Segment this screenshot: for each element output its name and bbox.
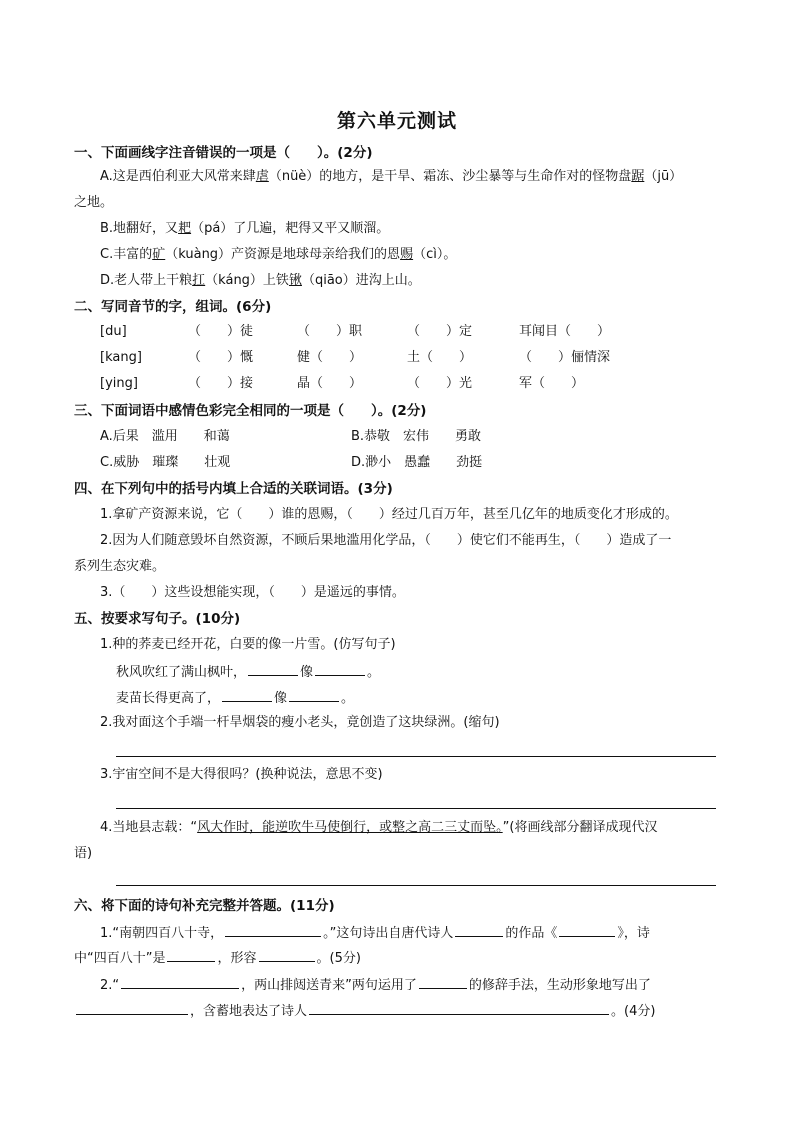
q6-2-text-b: ，两山排闼送青来”两句运用了 <box>241 978 417 993</box>
q2-row3-cell2: 晶（ ） <box>297 376 363 391</box>
q2-row1-cell3: （ ）定 <box>407 324 473 339</box>
q5-1a-end: 。 <box>367 665 381 680</box>
q2-row1-cell4: 耳闻目（ ） <box>519 324 611 339</box>
answer-blank[interactable] <box>76 1001 188 1015</box>
q4-heading: 四、在下列句中的括号内填上合适的关联词语。(3分) <box>74 481 393 497</box>
q3-option-a: A.后果 滥用 和蔼 <box>100 429 230 444</box>
q6-item-1-cont <box>74 948 361 968</box>
answer-line[interactable] <box>116 885 716 886</box>
q1-c-text: C.丰富的 <box>100 247 153 262</box>
q6-2-text-c: 的修辞手法，生动形象地写出了 <box>468 978 651 993</box>
q1-c-text-end: （cì）。 <box>413 247 457 262</box>
q1-a-underlined-2: 踞 <box>631 169 645 184</box>
q3-heading: 三、下面词语中感情色彩完全相同的一项是（ ）。(2分) <box>74 403 427 419</box>
q2-row1-cell1: （ ）徒 <box>188 324 254 339</box>
answer-blank[interactable] <box>225 923 321 937</box>
answer-blank[interactable] <box>559 923 615 937</box>
q1-a-text-end: （jū） <box>644 169 683 184</box>
q5-1b-end: 。 <box>341 691 355 706</box>
q1-c-underlined-2: 赐 <box>400 247 414 262</box>
q1-d-underlined-1: 扛 <box>192 273 206 288</box>
q6-2-text-a: 2.“ <box>100 978 120 993</box>
q6-1-text-a: 1.“南朝四百八十寺， <box>100 926 224 941</box>
answer-blank[interactable] <box>419 975 467 989</box>
answer-blank[interactable] <box>259 948 315 962</box>
q2-row2-cell2: 健（ ） <box>297 350 363 365</box>
q2-heading: 二、写同音节的字，组词。(6分) <box>74 299 272 315</box>
q2-row2-cell3: 土（ ） <box>407 350 473 365</box>
answer-blank[interactable] <box>222 688 272 702</box>
q5-heading: 五、按要求写句子。(10分) <box>74 611 241 627</box>
q1-b-underlined: 耙 <box>178 221 192 236</box>
q4-sentence-3: 3.（ ）这些设想能实现，（ ）是遥远的事情。 <box>100 585 405 600</box>
q1-d-underlined-2: 锹 <box>288 273 302 288</box>
q6-1-text-f: ，形容 <box>217 951 257 966</box>
q1-d-text: D.老人带上干粮 <box>100 273 193 288</box>
q1-d-text-end: （qiāo）进沟上山。 <box>301 273 421 288</box>
q5-4-text: 4.当地县志载：“ <box>100 820 198 835</box>
q2-row3-cell3: （ ）光 <box>407 376 473 391</box>
q5-1a-mid: 像 <box>300 665 314 680</box>
answer-line[interactable] <box>116 808 716 809</box>
q3-option-d: D.渺小 愚蠢 劲挺 <box>351 455 483 470</box>
q2-row3-cell4: 军（ ） <box>519 376 585 391</box>
answer-blank[interactable] <box>289 688 339 702</box>
answer-blank[interactable] <box>248 662 298 676</box>
q6-1-text-e: 中“四百八十”是 <box>74 951 166 966</box>
q2-row1-pinyin: [du] <box>100 324 127 339</box>
q6-2-text-d: ，含蓄地表达了诗人 <box>190 1004 308 1019</box>
q2-row2-cell1: （ ）慨 <box>188 350 254 365</box>
answer-blank[interactable] <box>315 662 365 676</box>
q2-row2-cell4: （ ）俪情深 <box>519 350 611 365</box>
q1-c-underlined-1: 矿 <box>152 247 166 262</box>
q1-c-text-mid: （kuàng）产资源是地球母亲给我们的恩 <box>165 247 401 262</box>
q1-option-c <box>100 246 456 264</box>
q5-item-4 <box>100 819 657 837</box>
q4-sentence-2: 2.因为人们随意毁坏自然资源，不顾后果地滥用化学品，（ ）使它们不能再生，（ ）造成了一 <box>100 533 672 548</box>
q5-4-text-end: ”(将画线部分翻译成现代汉 <box>502 820 658 835</box>
q5-item-1a <box>116 662 380 682</box>
q2-row2-pinyin: [kang] <box>100 350 142 365</box>
q5-item-1: 1.种的荞麦已经开花，白要的像一片雪。(仿写句子) <box>100 637 396 652</box>
q6-1-text-b: 。”这句诗出自唐代诗人 <box>323 926 454 941</box>
q2-row3-cell1: （ ）接 <box>188 376 254 391</box>
q6-2-text-e: 。(4分) <box>611 1004 656 1019</box>
q1-option-d <box>100 272 421 290</box>
q1-a-underlined-1: 虐 <box>255 169 269 184</box>
answer-blank[interactable] <box>167 948 215 962</box>
q5-1b-text: 麦苗长得更高了， <box>116 691 221 706</box>
q5-item-3: 3.宇宙空间不是大得很吗？(换种说法，意思不变) <box>100 767 383 782</box>
q1-a-text: A.这是西伯利亚大风常来肆 <box>100 169 256 184</box>
q5-1b-mid: 像 <box>274 691 288 706</box>
q1-option-b <box>100 220 389 238</box>
answer-blank[interactable] <box>455 923 503 937</box>
q6-1-text-c: 的作品《 <box>505 926 558 941</box>
q5-item-2: 2.我对面这个手端一杆旱烟袋的瘦小老头，竟创造了这块绿洲。(缩句) <box>100 715 500 730</box>
q6-item-1 <box>100 923 650 943</box>
q1-b-text: B.地翻好，又 <box>100 221 179 236</box>
q5-item-4-cont: 语) <box>74 846 93 861</box>
q2-row1-cell2: （ ）职 <box>297 324 363 339</box>
answer-line[interactable] <box>116 756 716 757</box>
q5-item-1b <box>116 688 354 708</box>
q6-1-text-g: 。(5分) <box>316 951 361 966</box>
q1-option-a <box>100 168 682 186</box>
q6-heading: 六、将下面的诗句补充完整并答题。(11分) <box>74 898 335 914</box>
q3-option-b: B.恭敬 宏伟 勇敢 <box>351 429 482 444</box>
q4-sentence-2-cont: 系列生态灾难。 <box>74 559 166 574</box>
q6-1-text-d: 》，诗 <box>617 926 650 941</box>
q4-sentence-1: 1.拿矿产资源来说，它（ ）谁的恩赐，（ ）经过几百万年，甚至几亿年的地质变化才形成的。 <box>100 507 678 522</box>
answer-blank[interactable] <box>309 1001 609 1015</box>
q3-option-c: C.威胁 璀璨 壮观 <box>100 455 231 470</box>
q2-row3-pinyin: [ying] <box>100 376 138 391</box>
q1-b-text-end: （pá）了几遍，耙得又平又顺溜。 <box>191 221 390 236</box>
answer-blank[interactable] <box>121 975 239 989</box>
q1-d-text-mid: （káng）上铁 <box>205 273 289 288</box>
q1-heading: 一、下面画线字注音错误的一项是（ ）。(2分) <box>74 145 373 161</box>
q1-a-text-mid: （nüè）的地方，是干旱、霜冻、沙尘暴等与生命作对的怪物盘 <box>268 169 632 184</box>
q6-item-2-cont <box>74 1001 655 1021</box>
q5-1a-text: 秋风吹红了满山枫叶， <box>116 665 247 680</box>
q1-option-a-cont: 之地。 <box>74 195 114 210</box>
q6-item-2 <box>100 975 651 995</box>
q5-4-underlined: 风大作时，能逆吹牛马使倒行，或整之高二三丈而坠。 <box>197 820 503 835</box>
page-title: 第六单元测试 <box>336 110 457 132</box>
